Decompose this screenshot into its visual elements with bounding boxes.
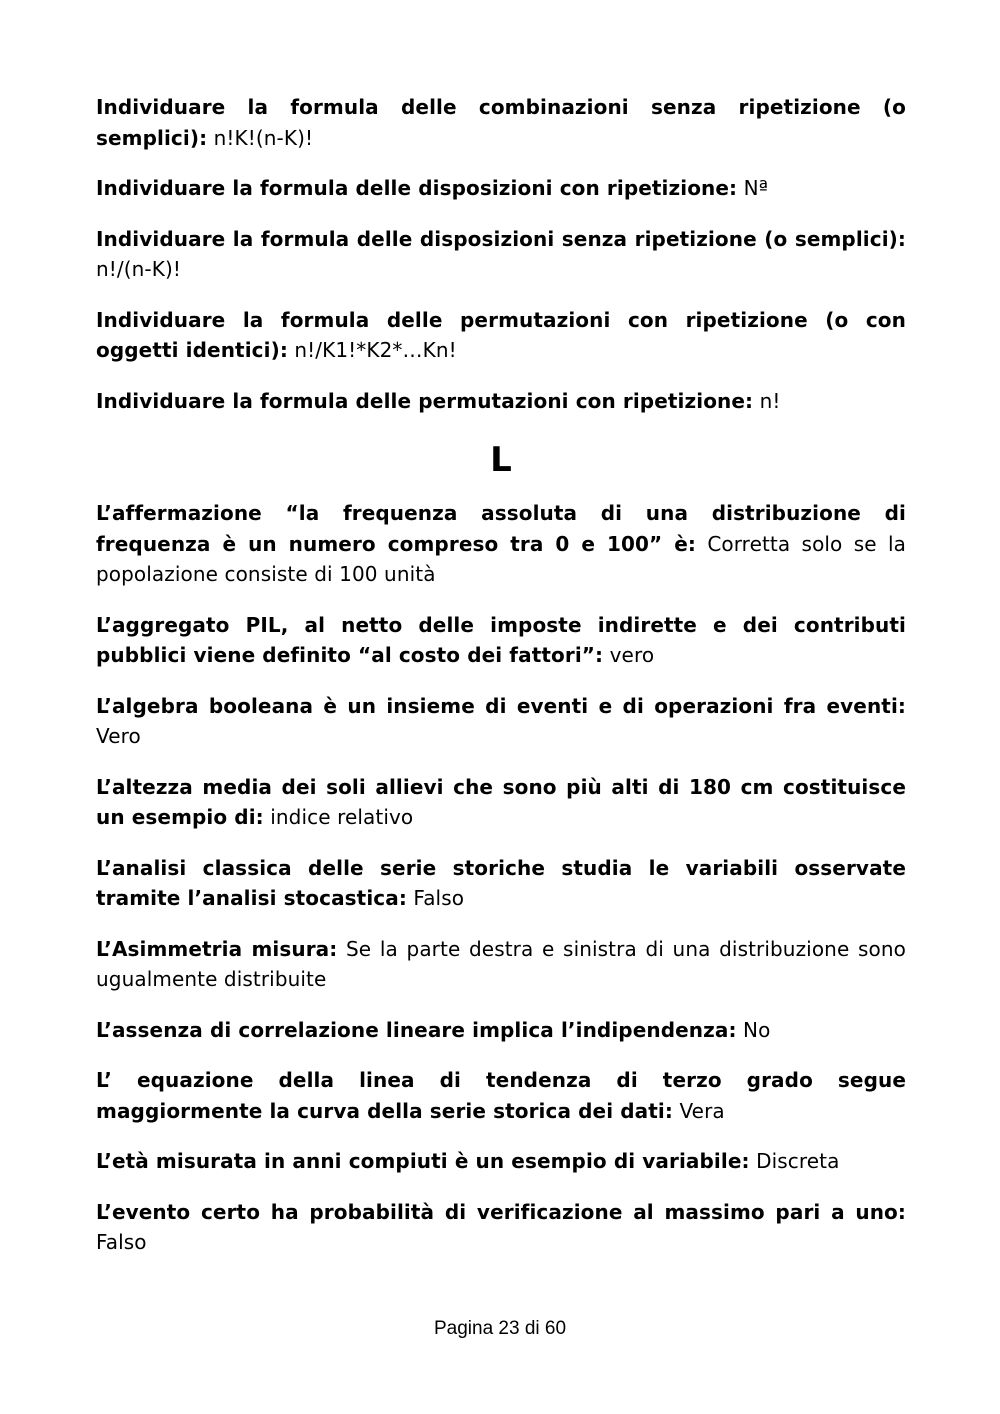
- question-text: L’assenza di correlazione lineare implica l’indipendenza:: [96, 1017, 737, 1042]
- question-text: L’altezza media dei soli allievi che sono più alti di 180 cm costituisce un esempio di:: [96, 774, 906, 829]
- question-text: Individuare la formula delle permutazioni con ripetizione:: [96, 388, 754, 413]
- qa-item: [96, 772, 906, 833]
- question-text: L’aggregato PIL, al netto delle imposte indirette e dei contributi pubblici viene definito “al costo dei fattori”:: [96, 612, 906, 667]
- answer-text: n!: [759, 388, 781, 413]
- qa-item: [96, 498, 906, 590]
- qa-item: [96, 610, 906, 671]
- answer-text: Vero: [96, 724, 141, 748]
- qa-item: [96, 853, 906, 914]
- question-text: L’algebra booleana è un insieme di eventi e di operazioni fra eventi:: [96, 693, 906, 718]
- answer-text: Discreta: [756, 1149, 840, 1173]
- question-text: L’analisi classica delle serie storiche studia le variabili osservate tramite l’analisi stocastica:: [96, 855, 906, 910]
- question-text: L’età misurata in anni compiuti è un esempio di variabile:: [96, 1149, 750, 1173]
- question-text: Individuare la formula delle permutazioni con ripetizione (o con oggetti identici):: [96, 307, 906, 362]
- qa-item: [96, 92, 906, 153]
- question-text: Individuare la formula delle combinazioni senza ripetizione (o semplici):: [96, 95, 906, 150]
- answer-text: Vera: [679, 1098, 725, 1123]
- page-number-footer: Pagina 23 di 60: [433, 1318, 567, 1339]
- qa-item: [96, 305, 906, 366]
- qa-item: [96, 934, 906, 995]
- qa-item: [96, 691, 906, 752]
- qa-item: [96, 1146, 906, 1177]
- qa-item: [96, 1197, 906, 1258]
- answer-text: vero: [609, 643, 655, 667]
- answer-text: indice relativo: [270, 805, 414, 829]
- question-text: L’Asimmetria misura:: [96, 936, 338, 961]
- question-text: L’evento certo ha probabilità di verificazione al massimo pari a uno:: [96, 1199, 906, 1224]
- question-text: L’ equazione della linea di tendenza di terzo grado segue maggiormente la curva della serie storica dei dati:: [96, 1068, 906, 1123]
- answer-text: n!K!(n-K)!: [213, 125, 314, 150]
- answer-text: Corretta solo se la popolazione consiste di 100 unità: [96, 531, 906, 586]
- answer-text: n!/(n-K)!: [96, 257, 181, 281]
- answer-text: No: [743, 1017, 771, 1042]
- answer-text: Nª: [743, 176, 769, 200]
- answer-text: Falso: [96, 1230, 147, 1254]
- question-text: Individuare la formula delle disposizioni senza ripetizione (o semplici):: [96, 226, 906, 251]
- question-text: L’affermazione “la frequenza assoluta di una distribuzione di frequenza è un numero compreso tra 0 e 100” è:: [96, 501, 906, 556]
- qa-item: [96, 1065, 906, 1126]
- qa-item: [96, 173, 906, 204]
- document-body: [96, 92, 906, 1278]
- qa-item: [96, 224, 906, 285]
- qa-item: [96, 386, 906, 417]
- qa-item: [96, 1015, 906, 1046]
- answer-text: n!/K1!*K2*…Kn!: [294, 338, 457, 362]
- answer-text: Falso: [413, 886, 465, 910]
- answer-text: Se la parte destra e sinistra di una distribuzione sono ugualmente distribuite: [96, 936, 906, 991]
- question-text: Individuare la formula delle disposizioni con ripetizione:: [96, 176, 738, 200]
- section-letter-heading: L: [490, 440, 512, 480]
